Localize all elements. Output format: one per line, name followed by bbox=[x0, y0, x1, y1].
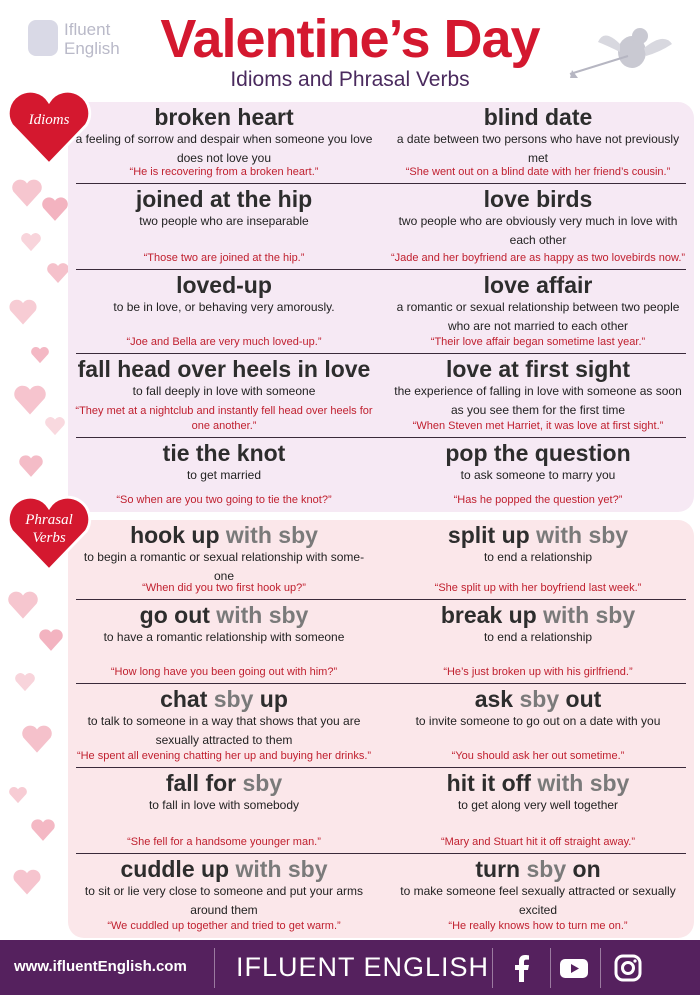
heart-icon bbox=[40, 196, 70, 222]
footer-divider bbox=[600, 948, 601, 988]
phrasal-object: sby bbox=[526, 856, 567, 882]
heart-icon bbox=[14, 672, 36, 692]
phrasal-verb-term bbox=[68, 854, 380, 882]
heart-icon bbox=[8, 298, 38, 326]
footer-divider bbox=[550, 948, 551, 988]
phrasal-card bbox=[68, 600, 380, 684]
cupid-icon bbox=[568, 22, 678, 82]
phrasal-card bbox=[68, 520, 380, 600]
idiom-definition: to get married bbox=[186, 468, 262, 482]
idiom-card bbox=[382, 354, 694, 438]
phrasal-card bbox=[382, 854, 694, 938]
phrasal-grid bbox=[68, 520, 694, 938]
footer-brand: IFLUENT ENGLISH bbox=[236, 952, 490, 982]
website-link[interactable]: www.ifluentEnglish.com bbox=[14, 958, 187, 975]
phrasal-card bbox=[68, 684, 380, 768]
heart-icon bbox=[18, 454, 44, 478]
idiom-term: joined at the hip bbox=[135, 186, 313, 212]
idiom-definition: a date between two persons who have not previously met bbox=[396, 132, 680, 165]
phrasal-definition: to sit or lie very close to someone and put your arms around them bbox=[84, 884, 364, 917]
phrasal-object: with sby bbox=[219, 522, 318, 548]
idiom-card bbox=[382, 102, 694, 184]
idiom-term: love at first sight bbox=[445, 356, 631, 382]
idiom-example: “He is recovering from a broken heart.” bbox=[129, 166, 319, 178]
idiom-example: “Their love affair began sometime last year.” bbox=[430, 336, 646, 348]
phrasal-verb-term bbox=[68, 768, 380, 796]
phrasal-verb-term bbox=[68, 600, 380, 628]
phrasal-verb: cuddle up bbox=[120, 856, 230, 882]
phrasal-object: sby bbox=[242, 770, 283, 796]
phrasal-definition: to begin a romantic or sexual relationship with some-one bbox=[83, 550, 365, 583]
phrasal-verb: turn bbox=[475, 856, 527, 882]
phrasal-card bbox=[382, 520, 694, 600]
phrasal-object: with sby bbox=[536, 602, 636, 628]
idiom-card bbox=[382, 184, 694, 270]
idiom-card bbox=[68, 270, 380, 354]
idioms-badge bbox=[6, 88, 92, 168]
idiom-card bbox=[68, 354, 380, 438]
idiom-definition: a feeling of sorrow and despair when someone you love does not love you bbox=[75, 132, 373, 165]
idiom-row bbox=[68, 438, 694, 512]
phrasal-verb: hit it off bbox=[446, 770, 531, 796]
phrasal-verb: fall for bbox=[165, 770, 243, 796]
idiom-example: “When Steven met Harriet, it was love at first sight.” bbox=[412, 420, 664, 432]
idiom-example: “Those two are joined at the hip.” bbox=[143, 252, 305, 264]
idiom-definition: to ask someone to marry you bbox=[460, 468, 616, 482]
phrasal-label-1: Phrasal bbox=[25, 512, 73, 528]
phrasal-verb-term bbox=[68, 684, 380, 712]
phrasal-verb: hook up bbox=[130, 522, 220, 548]
heart-icon bbox=[38, 628, 64, 652]
phrasal-verb: split up bbox=[447, 522, 530, 548]
phrasal-row bbox=[68, 600, 694, 684]
idioms-label: Idioms bbox=[28, 112, 70, 128]
heart-icon bbox=[12, 868, 42, 896]
phrasal-card bbox=[68, 854, 380, 938]
idiom-example: “They met at a nightclub and instantly fell head over heels for one another.” bbox=[75, 405, 373, 432]
idiom-definition: two people who are obviously very much in love with each other bbox=[398, 214, 678, 247]
idiom-term: fall head over heels in love bbox=[77, 356, 371, 382]
idiom-card bbox=[68, 102, 380, 184]
phrasal-verb-term bbox=[382, 520, 694, 548]
phrasal-definition: to invite someone to go out on a date with you bbox=[415, 714, 661, 728]
idioms-grid bbox=[68, 102, 694, 512]
idiom-definition: a romantic or sexual relationship between two people who are not married to each other bbox=[396, 300, 680, 333]
phrasal-row bbox=[68, 768, 694, 854]
heart-icon bbox=[46, 262, 70, 284]
phrasal-verb-term bbox=[68, 520, 380, 548]
phrasal-object: with sby bbox=[529, 522, 629, 548]
phrasal-example: “She fell for a handsome younger man.” bbox=[127, 836, 321, 848]
phrasal-label-2: Verbs bbox=[32, 530, 66, 546]
heart-icon bbox=[6, 590, 40, 620]
idiom-card bbox=[68, 438, 380, 512]
logo-text-line-1: Ifluent bbox=[64, 20, 111, 39]
heart-icon bbox=[20, 232, 42, 252]
idiom-card bbox=[68, 184, 380, 270]
phrasal-definition: to talk to someone in a way that shows that you are sexually attracted to them bbox=[87, 714, 361, 747]
idiom-card bbox=[382, 270, 694, 354]
phrasal-example: “Mary and Stuart hit it off straight away.” bbox=[440, 836, 635, 848]
phrasal-example: “He spent all evening chatting her up and buying her drinks.” bbox=[76, 750, 372, 762]
phrasal-verbs-section bbox=[68, 520, 694, 938]
idiom-definition: to fall deeply in love with someone bbox=[132, 384, 316, 398]
phrasal-example: “He’s just broken up with his girlfriend.” bbox=[443, 666, 633, 678]
phrasal-definition: to have a romantic relationship with someone bbox=[103, 630, 345, 644]
heart-icon bbox=[30, 346, 50, 364]
footer bbox=[0, 940, 700, 995]
idiom-term: love affair bbox=[483, 272, 593, 298]
facebook-icon[interactable] bbox=[506, 952, 538, 984]
idiom-definition: two people who are inseparable bbox=[139, 214, 309, 228]
idiom-term: love birds bbox=[483, 186, 593, 212]
phrasal-example: “How long have you been going out with him?” bbox=[110, 666, 338, 678]
idiom-example: “Joe and Bella are very much loved-up.” bbox=[126, 336, 322, 348]
phrasal-card bbox=[382, 768, 694, 854]
idiom-example: “So when are you two going to tie the knot?” bbox=[116, 494, 332, 506]
heart-icon bbox=[8, 786, 28, 804]
idiom-term: blind date bbox=[483, 104, 593, 130]
youtube-icon[interactable] bbox=[558, 952, 590, 984]
idiom-term: tie the knot bbox=[162, 440, 286, 466]
idiom-definition: the experience of falling in love with someone as soon as you see them for the first time bbox=[394, 384, 682, 417]
heart-icon bbox=[12, 384, 48, 416]
heart-icon bbox=[44, 416, 66, 436]
phrasal-object: sby bbox=[519, 686, 560, 712]
heart-icon bbox=[30, 818, 56, 842]
phrasal-particle: out bbox=[559, 686, 602, 712]
phrasal-object: with sby bbox=[229, 856, 328, 882]
phrasal-verb-term bbox=[382, 600, 694, 628]
phrasal-verb: break up bbox=[440, 602, 537, 628]
phrasal-card bbox=[382, 600, 694, 684]
phrasal-verb: go out bbox=[139, 602, 210, 628]
phrasal-object: with sby bbox=[209, 602, 309, 628]
footer-divider bbox=[214, 948, 215, 988]
idiom-row bbox=[68, 270, 694, 354]
phrasal-example: “We cuddled up together and tried to get warm.” bbox=[107, 920, 341, 932]
heart-icon bbox=[6, 88, 92, 168]
phrasal-verb-term bbox=[382, 854, 694, 882]
idiom-term: broken heart bbox=[154, 104, 294, 130]
phrasal-definition: to make someone feel sexually attracted or sexually excited bbox=[400, 884, 676, 917]
idiom-row bbox=[68, 184, 694, 270]
phrasal-verb: chat bbox=[160, 686, 214, 712]
idiom-example: “She went out on a blind date with her friend’s cousin.” bbox=[405, 166, 671, 178]
idiom-row bbox=[68, 102, 694, 184]
phrasal-verb: ask bbox=[474, 686, 520, 712]
idiom-card bbox=[382, 438, 694, 512]
idiom-term: pop the question bbox=[445, 440, 631, 466]
phrasal-particle: on bbox=[566, 856, 601, 882]
phrasal-row bbox=[68, 854, 694, 938]
phrasal-example: “You should ask her out sometime.” bbox=[451, 750, 625, 762]
logo-text-line-2: English bbox=[64, 39, 120, 58]
phrasal-definition: to fall in love with somebody bbox=[148, 798, 300, 812]
phrasal-row bbox=[68, 520, 694, 600]
page-subtitle: Idioms and Phrasal Verbs bbox=[230, 68, 470, 91]
phrasal-definition: to end a relationship bbox=[483, 550, 593, 564]
idiom-example: “Jade and her boyfriend are as happy as two lovebirds now.” bbox=[390, 252, 686, 264]
footer-divider bbox=[492, 948, 493, 988]
phrasal-object: sby bbox=[213, 686, 254, 712]
phrasal-definition: to get along very well together bbox=[457, 798, 619, 812]
phrasal-example: “When did you two first hook up?” bbox=[142, 582, 306, 594]
heart-icon bbox=[20, 724, 54, 754]
phrasal-example: “She split up with her boyfriend last week.” bbox=[434, 582, 642, 594]
phrasal-row bbox=[68, 684, 694, 768]
page-title: Valentine’s Day bbox=[160, 9, 540, 69]
idiom-definition: to be in love, or behaving very amorously. bbox=[113, 300, 335, 314]
phrasal-card bbox=[68, 768, 380, 854]
phrasal-particle: up bbox=[253, 686, 288, 712]
phrasal-example: “He really knows how to turn me on.” bbox=[448, 920, 628, 932]
phrasal-card bbox=[382, 684, 694, 768]
instagram-icon[interactable] bbox=[612, 952, 644, 984]
phrasal-verb-term bbox=[382, 684, 694, 712]
idiom-example: “Has he popped the question yet?” bbox=[453, 494, 623, 506]
phrasal-object: with sby bbox=[530, 770, 630, 796]
phrasal-verbs-badge bbox=[6, 494, 92, 574]
idioms-section bbox=[68, 102, 694, 512]
heart-icon bbox=[10, 178, 44, 208]
idiom-row bbox=[68, 354, 694, 438]
idiom-term: loved-up bbox=[176, 272, 272, 298]
phrasal-verb-term bbox=[382, 768, 694, 796]
phrasal-definition: to end a relationship bbox=[483, 630, 593, 644]
